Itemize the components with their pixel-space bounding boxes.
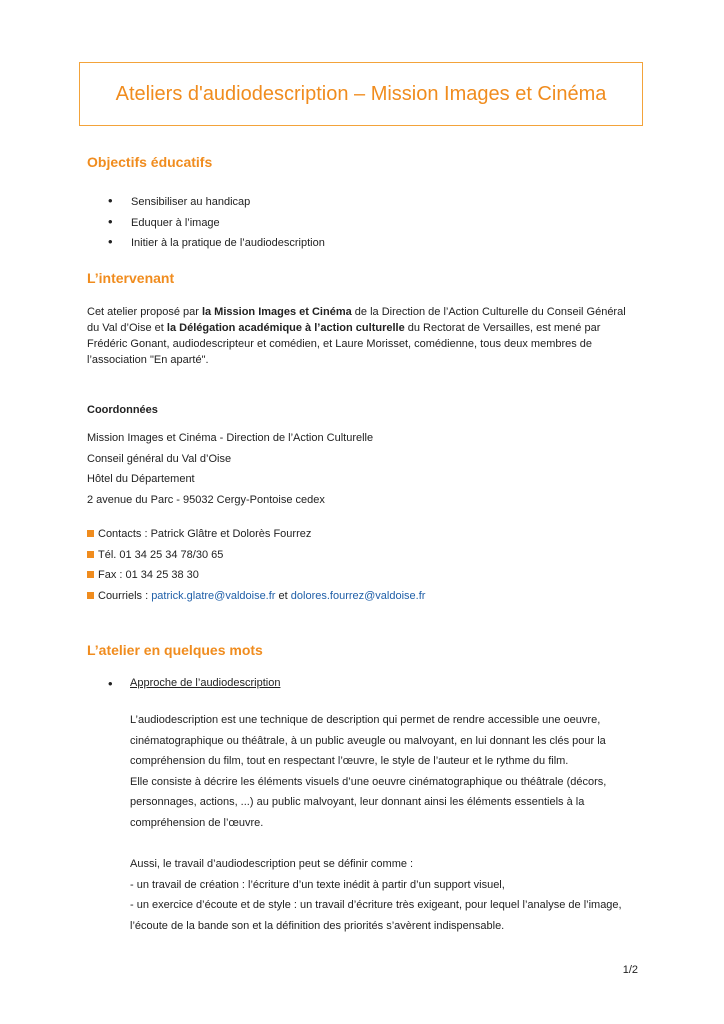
- text-line: personnages, actions, ...) au public malvoyant, leur donnant ainsi les éléments essentiels à la: [130, 796, 585, 809]
- text-line: Aussi, le travail d’audiodescription peut se définir comme :: [130, 858, 414, 870]
- address-line: 2 avenue du Parc - 95032 Cergy-Pontoise cedex: [87, 493, 325, 506]
- text-line: Elle consiste à décrire les éléments visuels d’une oeuvre cinématographique ou théâtrale (décors,: [130, 775, 607, 788]
- square-bullet-icon: [87, 571, 94, 578]
- address-block: [87, 429, 373, 511]
- address-line: Conseil général du Val d’Oise: [87, 452, 232, 465]
- square-bullet-icon: [87, 551, 94, 558]
- contacts-line: Contacts : Patrick Glâtre et Dolorès Fourrez: [87, 525, 425, 546]
- text-line: compréhension de l’œuvre.: [130, 816, 264, 829]
- heading-intervenant: L’intervenant: [87, 270, 175, 286]
- email-link-fourrez[interactable]: dolores.fourrez@valdoise.fr: [290, 589, 426, 602]
- heading-coordonnees: Coordonnées: [87, 404, 158, 416]
- heading-objectifs: Objectifs éducatifs: [87, 154, 213, 170]
- objectifs-list: [108, 193, 325, 255]
- bullet-icon: •: [108, 676, 113, 691]
- address-line: Hôtel du Département: [87, 473, 195, 485]
- square-bullet-icon: [87, 592, 94, 599]
- title-box: [79, 62, 643, 126]
- intervenant-paragraph: Cet atelier proposé par la Mission Images et Cinéma de la Direction de l’Action Culturelle du Conseil Général du Val d’Oise et la Délégation académique à l’action culturelle du Rectorat de Versailles, est mené par Frédéric Gonant, audiodescripteur et comédien, et Laure Morisset, comédienne, tous deux membres de l’association "En aparté".: [87, 306, 626, 366]
- square-bullet-icon: [87, 530, 94, 537]
- atelier-paragraph-1: [130, 710, 640, 834]
- text-line: l’écoute de la bande son et la définition des priorités s’avèrent indispensable.: [130, 919, 505, 932]
- text-line: L’audiodescription est une technique de description qui permet de rendre accessible une oeuvre,: [130, 714, 601, 726]
- atelier-bullet-label: Approche de l’audiodescription: [130, 677, 281, 689]
- text-line: - un exercice d’écoute et de style : un travail d’écriture très exigeant, pour lequel l’analyse de l’image,: [130, 899, 622, 912]
- address-line: Mission Images et Cinéma - Direction de l’Action Culturelle: [87, 432, 374, 444]
- list-item: • Sensibiliser au handicap: [108, 193, 251, 208]
- courriels-line: Courriels : patrick.glatre@valdoise.fr et dolores.fourrez@valdoise.fr: [87, 587, 425, 608]
- email-link-glatre[interactable]: patrick.glatre@valdoise.fr: [151, 589, 276, 602]
- text-line: cinématographique ou théâtrale, à un public aveugle ou malvoyant, en lui donnant les clés pour la: [130, 734, 606, 747]
- list-item: • Eduquer à l’image: [108, 213, 220, 229]
- tel-line: Tél. 01 34 25 34 78/30 65: [87, 546, 425, 567]
- atelier-paragraph-2: [130, 854, 640, 936]
- text-line: - un travail de création : l’écriture d’un texte inédit à partir d’un support visuel,: [130, 878, 505, 891]
- text-line: compréhension du film, tout en respectant l’œuvre, le style de l’auteur et le rythme du film.: [130, 755, 569, 768]
- fax-line: Fax : 01 34 25 38 30: [87, 566, 425, 587]
- list-item: • Initier à la pratique de l’audiodescription: [108, 234, 325, 249]
- page-title: Ateliers d'audiodescription – Mission Images et Cinéma: [115, 82, 607, 105]
- contact-block: [87, 525, 425, 607]
- heading-atelier: L’atelier en quelques mots: [87, 642, 263, 658]
- page-number: 1/2: [622, 964, 638, 976]
